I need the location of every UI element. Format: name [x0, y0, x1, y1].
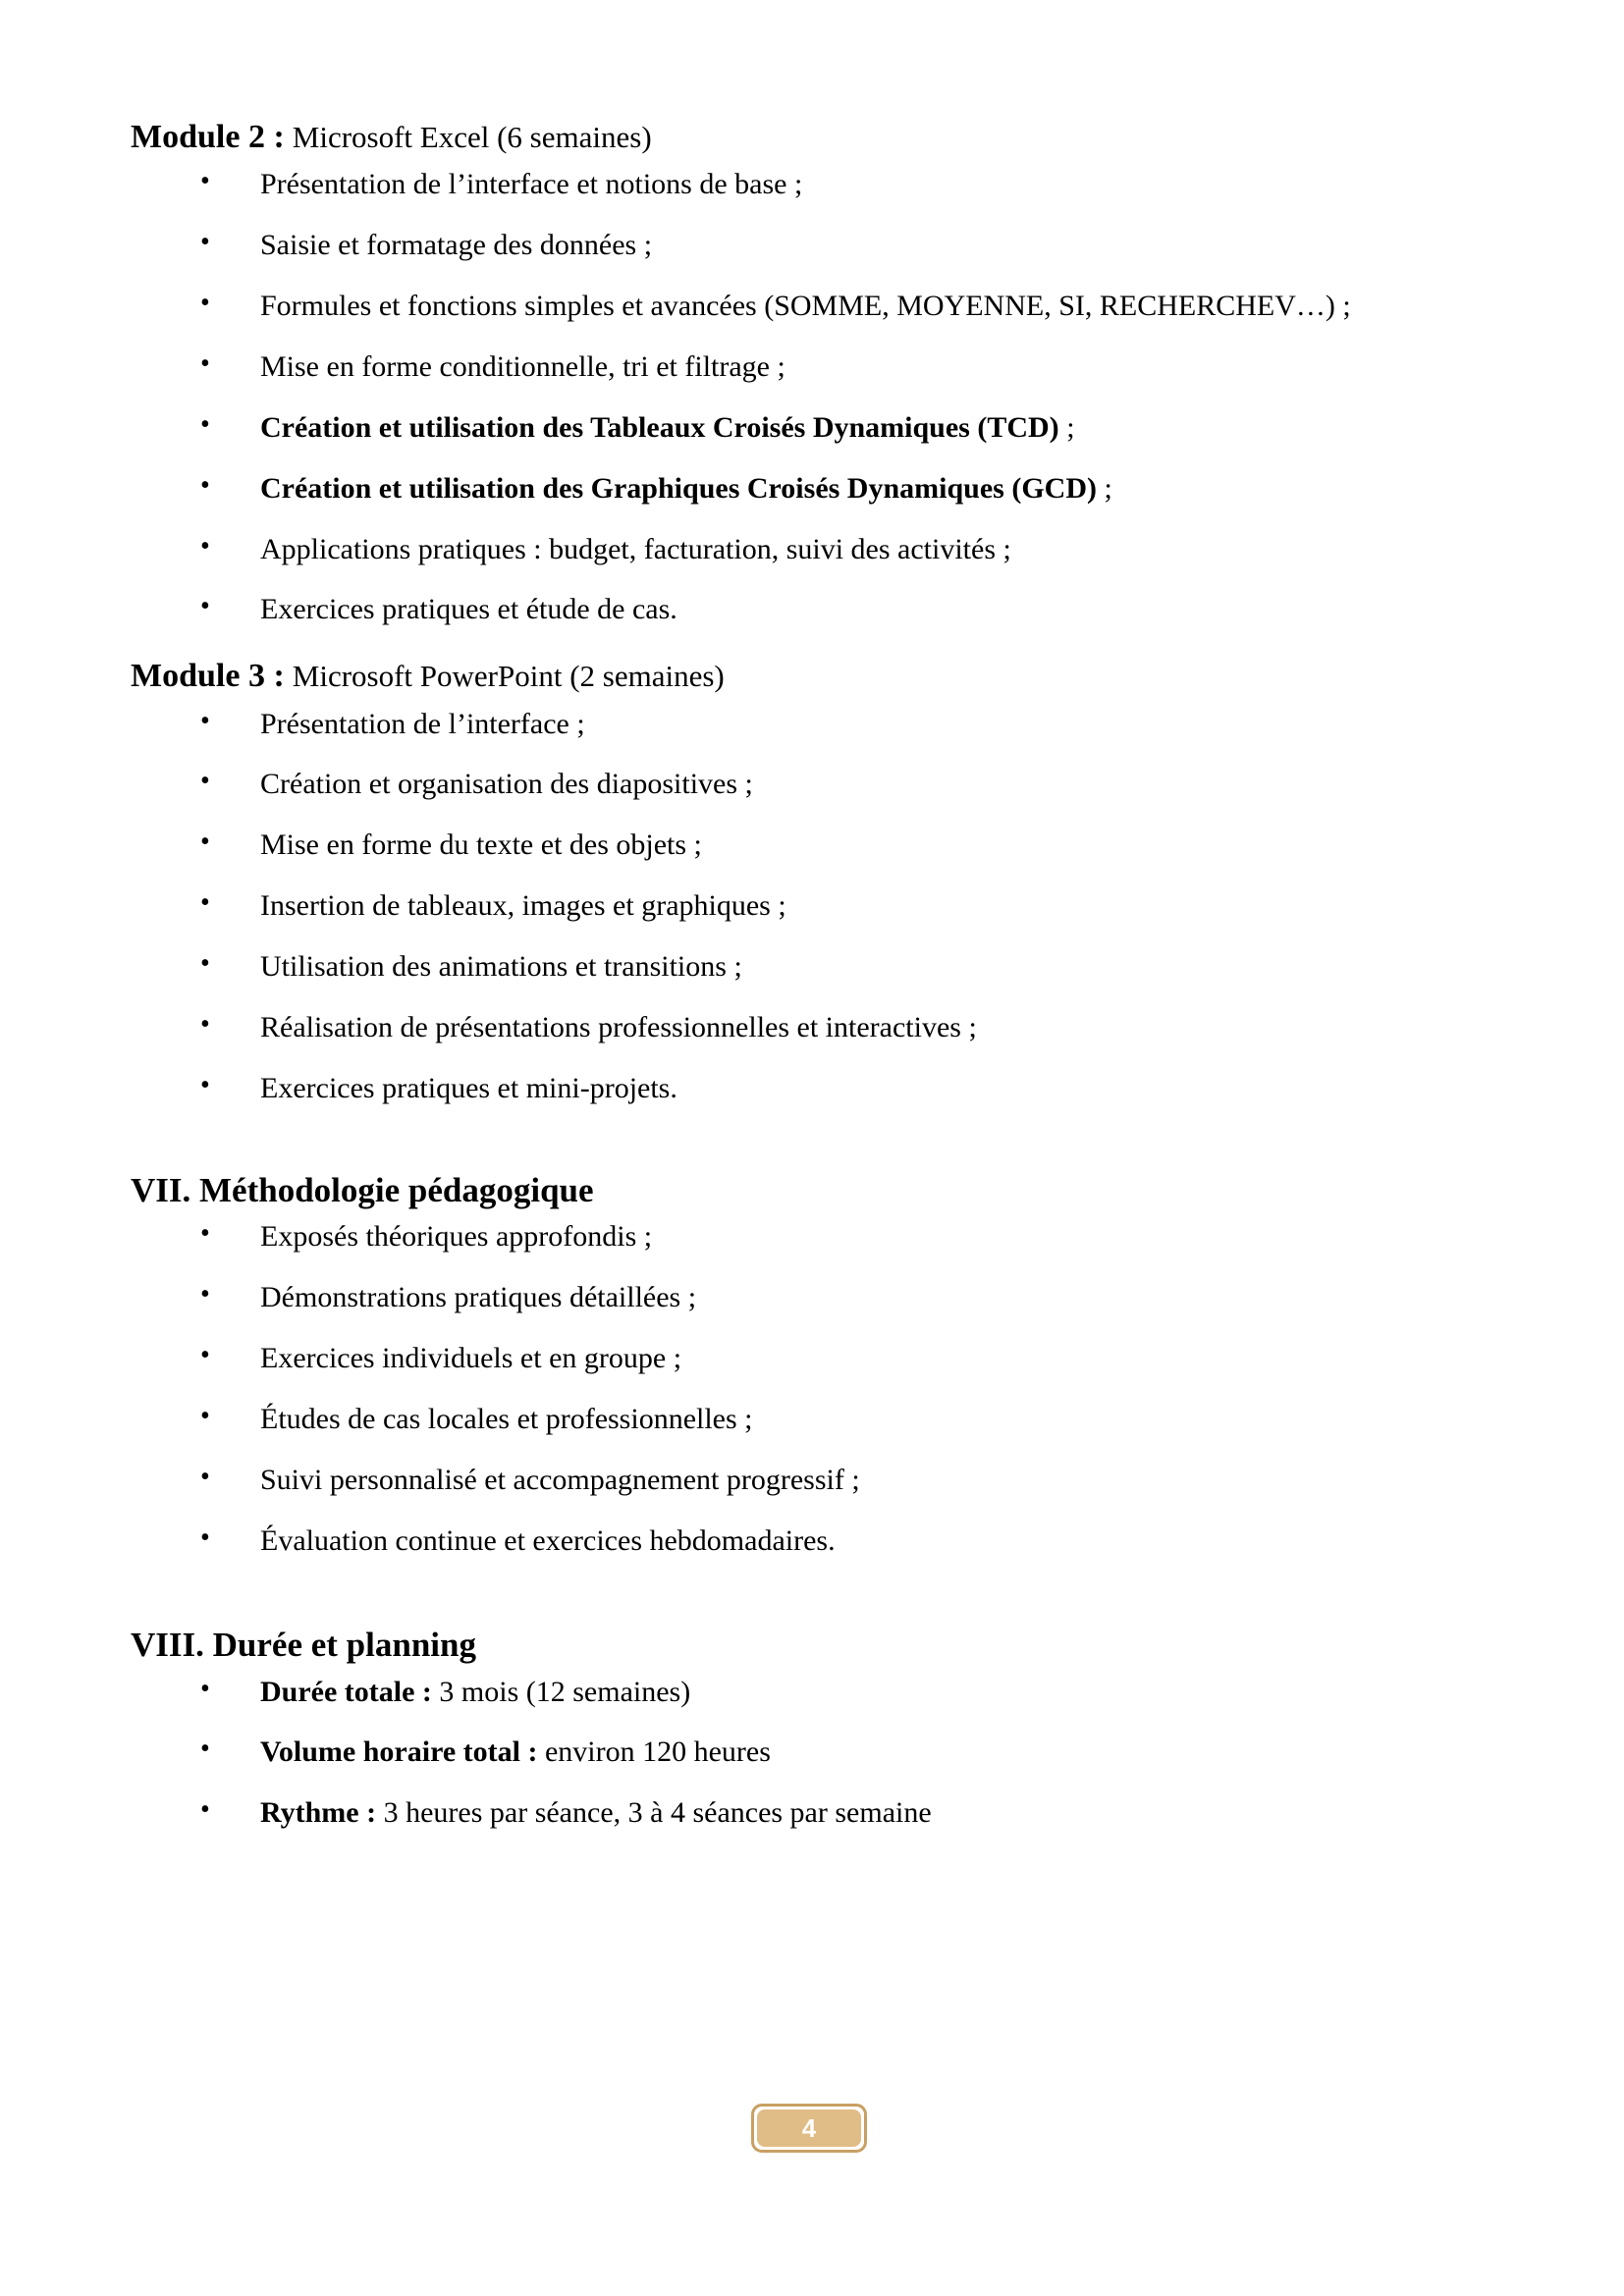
list-item-text: Utilisation des animations et transitions ; [260, 950, 742, 984]
list-item [194, 1339, 1493, 1400]
list-item-text: Insertion de tableaux, images et graphiques ; [260, 889, 786, 923]
module-2-bullet-list [131, 165, 1493, 629]
list-item-text: Mise en forme conditionnelle, tri et filtrage ; [260, 349, 785, 383]
list-item-value: 3 heures par séance, 3 à 4 séances par semaine [376, 1796, 932, 1830]
list-item [194, 1400, 1493, 1461]
section-vii-bullet-list [131, 1217, 1493, 1560]
list-item-text: Présentation de l’interface et notions de base ; [260, 168, 803, 201]
page-number-text: 4 [757, 2109, 861, 2147]
list-item [194, 165, 1493, 226]
list-item-bold-text: Création et utilisation des Graphiques Croisés Dynamiques (GCD) [260, 471, 1097, 505]
section-heading-vii: VII. Méthodologie pédagogique [131, 1170, 594, 1209]
module-heading-3-title: Microsoft PowerPoint (2 semaines) [292, 659, 725, 694]
list-item-text: Formules et fonctions simples et avancées (SOMME, MOYENNE, SI, RECHERCHEV…) ; [260, 289, 1351, 322]
module-heading-2-label: Module 2 : [131, 119, 285, 155]
list-item-text: Création et organisation des diapositives ; [260, 768, 753, 801]
list-item-text: Exercices pratiques et étude de cas. [260, 593, 677, 626]
section-heading-viii: VIII. Durée et planning [131, 1625, 476, 1664]
list-item-text: Suivi personnalisé et accompagnement progressif ; [260, 1464, 860, 1497]
page-content [131, 116, 1493, 1833]
list-item-text: Études de cas locales et professionnelles ; [260, 1403, 753, 1436]
page-number-badge [751, 2104, 867, 2153]
list-item [194, 1461, 1493, 1522]
list-item-bold-label: Volume horaire total : [260, 1735, 538, 1769]
list-item-tail: ; [1096, 471, 1112, 505]
list-item-text: Exercices individuels et en groupe ; [260, 1342, 682, 1375]
list-item [194, 1069, 1493, 1108]
list-item [194, 1217, 1493, 1278]
list-item [194, 1733, 1493, 1793]
list-item-text: Exposés théoriques approfondis ; [260, 1220, 653, 1254]
list-item [194, 590, 1493, 629]
list-item [194, 826, 1493, 886]
list-item [194, 530, 1493, 591]
list-item-text: Saisie et formatage des données ; [260, 229, 653, 262]
list-item-text: Exercices pratiques et mini-projets. [260, 1071, 677, 1104]
list-item-text: Réalisation de présentations professionnelles et interactives ; [260, 1010, 977, 1043]
list-item [194, 1522, 1493, 1561]
list-item [194, 886, 1493, 947]
list-item [194, 947, 1493, 1008]
list-item-text: Démonstrations pratiques détaillées ; [260, 1281, 697, 1314]
module-heading-3-label: Module 3 : [131, 658, 285, 695]
list-item [194, 469, 1493, 530]
list-item-bold-label: Durée totale : [260, 1675, 432, 1708]
list-item [194, 765, 1493, 826]
list-item [194, 1793, 1493, 1833]
list-item-text: Présentation de l’interface ; [260, 707, 585, 740]
list-item-text: Applications pratiques : budget, facturation, suivi des activités ; [260, 532, 1011, 565]
module-heading-2 [131, 116, 1493, 159]
list-item [194, 347, 1493, 408]
list-item-value: environ 120 heures [537, 1735, 771, 1769]
list-item [194, 226, 1493, 287]
module-heading-2-title: Microsoft Excel (6 semaines) [292, 120, 652, 154]
list-item-value: 3 mois (12 semaines) [431, 1675, 691, 1708]
list-item [194, 705, 1493, 766]
list-item-text: Mise en forme du texte et des objets ; [260, 828, 702, 862]
list-item [194, 408, 1493, 469]
module-3-bullet-list [131, 705, 1493, 1108]
list-item-bold-label: Rythme : [260, 1796, 377, 1830]
list-item-bold-text: Création et utilisation des Tableaux Croisés Dynamiques (TCD) [260, 410, 1059, 444]
list-item [194, 1008, 1493, 1069]
list-item-text: Évaluation continue et exercices hebdomadaires. [260, 1523, 836, 1557]
section-viii-bullet-list [131, 1673, 1493, 1834]
list-item [194, 1673, 1493, 1734]
list-item [194, 287, 1493, 347]
list-item-tail: ; [1058, 410, 1075, 444]
module-heading-3 [131, 655, 1493, 698]
list-item [194, 1278, 1493, 1339]
